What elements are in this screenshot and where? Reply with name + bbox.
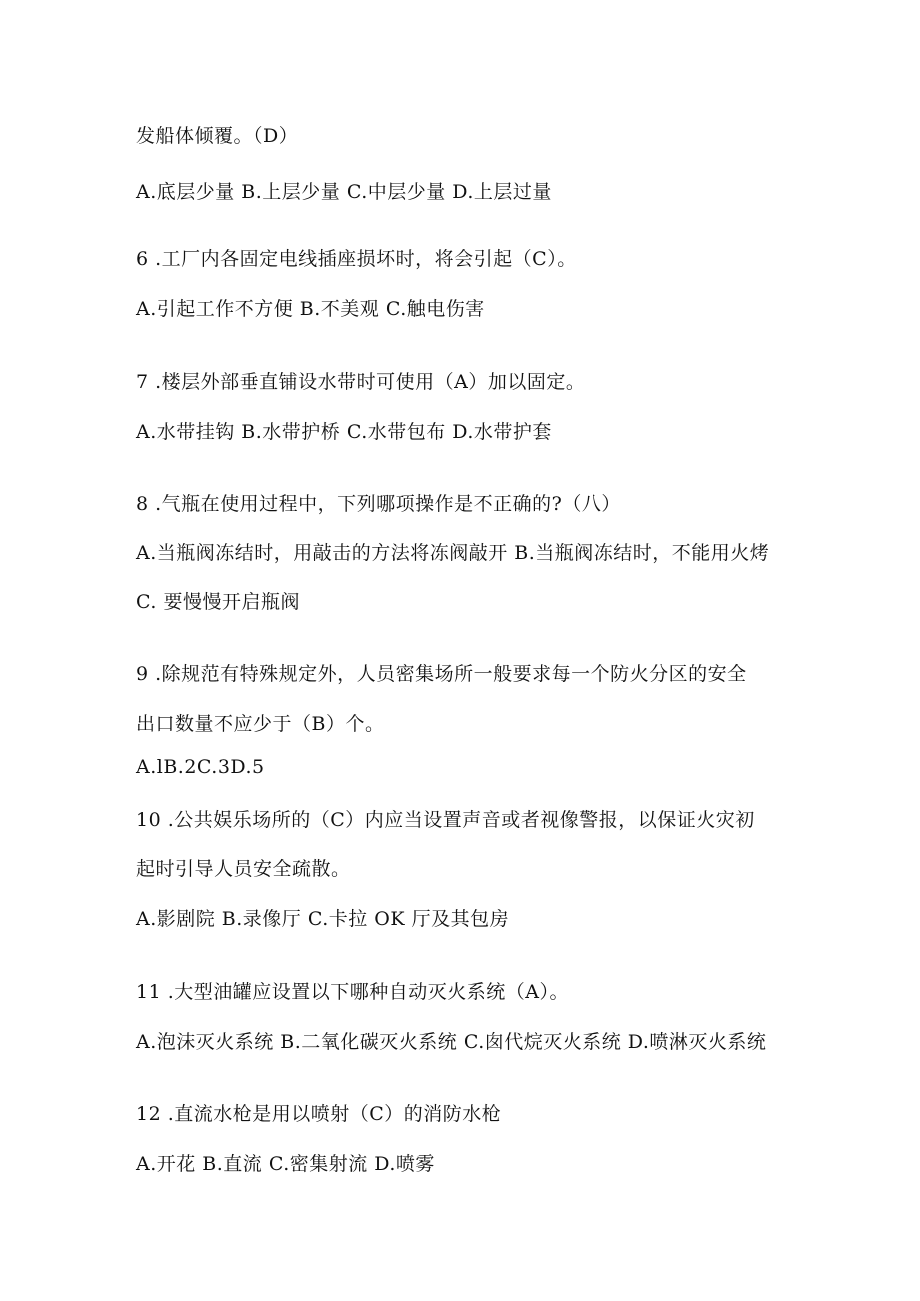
question-5-options: A.底层少量 B.上层少量 C.中层少量 D.上层过量: [136, 181, 552, 203]
question-8: 8 .气瓶在使用过程中，下列哪项操作是不正确的?（八）: [136, 493, 621, 515]
question-8-options-line-2: C. 要慢慢开启瓶阀: [136, 591, 300, 613]
question-11-options: A.泡沫灭火系统 B.二氧化碳灭火系统 C.囱代烷灭火系统 D.喷淋灭火系统: [136, 1031, 767, 1053]
question-9-line-2: 出口数量不应少于（B）个。: [136, 713, 385, 735]
question-12-options: A.开花 B.直流 C.密集射流 D.喷雾: [136, 1153, 435, 1175]
question-9-options: A.lB.2C.3D.5: [136, 756, 265, 778]
question-11: 11 .大型油罐应设置以下哪种自动灭火系统（A）。: [136, 981, 569, 1003]
question-5-continuation: 发船体倾覆。（D）: [136, 125, 299, 147]
question-10-line-2: 起时引导人员安全疏散。: [136, 858, 351, 880]
question-7: 7 .楼层外部垂直铺设水带时可使用（A）加以固定。: [136, 371, 586, 393]
question-10-options: A.影剧院 B.录像厅 C.卡拉 OK 厅及其包房: [136, 908, 510, 930]
question-12: 12 .直流水枪是用以喷射（C）的消防水枪: [136, 1103, 502, 1125]
question-7-options: A.水带挂钩 B.水带护桥 C.水带包布 D.水带护套: [136, 421, 552, 443]
question-9-line-1: 9 .除规范有特殊规定外，人员密集场所一般要求每一个防火分区的安全: [136, 663, 747, 685]
question-6-options: A.引起工作不方便 B.不美观 C.触电伤害: [136, 298, 485, 320]
question-6: 6 .工厂内各固定电线插座损坏时，将会引起（C）。: [136, 248, 577, 270]
question-8-options-line-1: A.当瓶阀冻结时，用敲击的方法将冻阀敲开 B.当瓶阀冻结时，不能用火烤: [136, 542, 770, 564]
question-10-line-1: 10 .公共娱乐场所的（C）内应当设置声音或者视像警报，以保证火灾初: [136, 809, 755, 831]
